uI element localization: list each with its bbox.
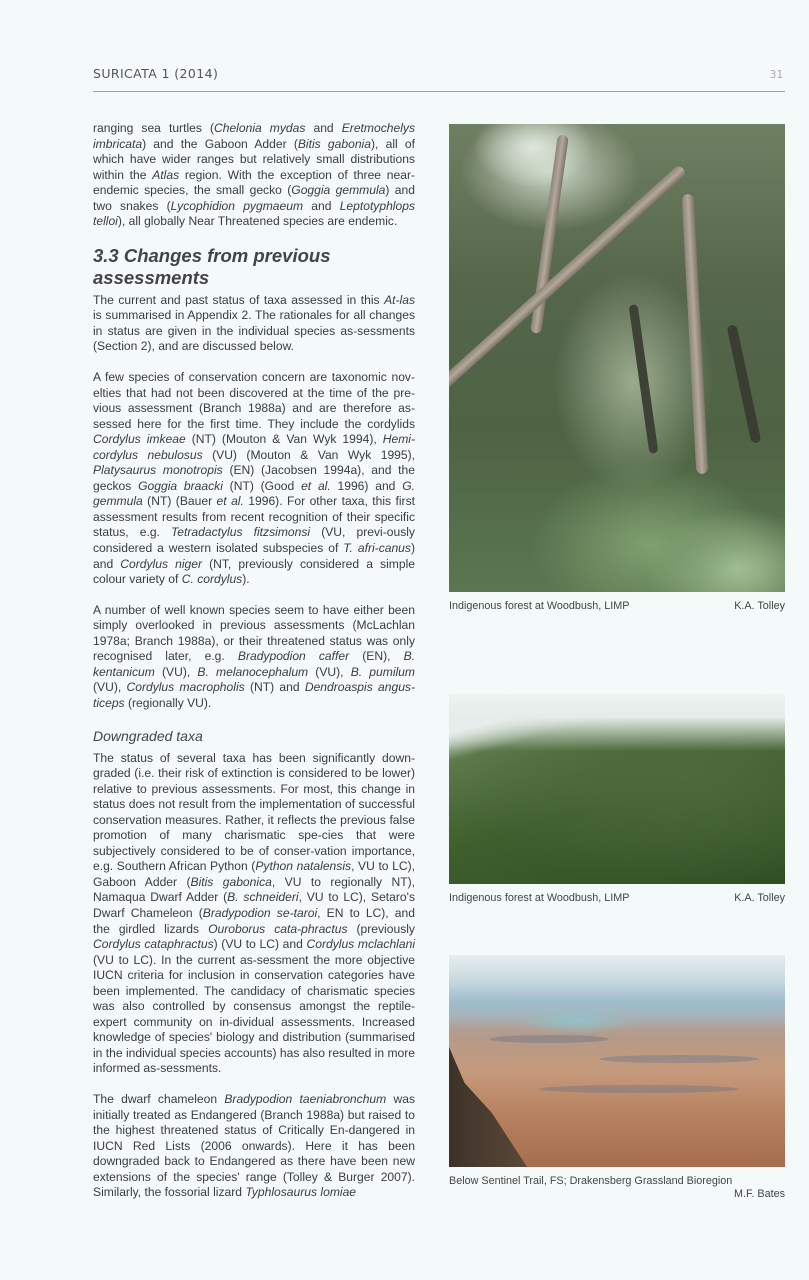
page-number: 31 bbox=[769, 68, 783, 81]
paragraph-intro: ranging sea turtles (Chelonia mydas and Eretmochelys imbricata) and the Gaboon Adder (Bitis gabonia), all of which have wider ranges but relatively small distributions within the Atlas region. With the exception of three near-endemic species, the small gecko (Goggia gemmula) and two snakes (Lycophidion pygmaeum and Leptotyphlops telloi), all globally Near Threatened species are endemic. bbox=[93, 121, 416, 229]
journal-title: SURICATA 1 (2014) bbox=[93, 66, 219, 81]
paragraph-1: The current and past status of taxa assessed in this At-las is summarised in Appendix 2. The rationales for all changes in status are given in the individual species as-sessments (Section 2), and are discussed below. bbox=[93, 292, 415, 354]
caption-text: Below Sentinel Trail, FS; Drakensberg Grassland Bioregion bbox=[449, 1175, 733, 1187]
figure-2 bbox=[449, 694, 785, 906]
paragraph-2: A few species of conservation concern are taxonomic nov-elties that had not been discovered at the time of the pre-vious assessment (Branch 1988a) and are therefore as-sessed here for the first time. They include the cordylids Cordylus imkeae (NT) (Mouton & Van Wyk 1994), Hemi-cordylus nebulosus (VU) (Mouton & Van Wyk 1995), Platysaurus monotropis (EN) (Jacobsen 1994a), and the geckos Goggia braacki (NT) (Good et al. 1996) and G. gemmula (NT) (Bauer et al. 1996). For other taxa, this first assessment results from recent recognition of their specific status, e.g. Tetradactylus fitzsimonsi (VU, previ-ously considered a western isolated subspecies of T. afri-canus) and Cordylus niger (NT, previously considered a simple colour variety of C. cordylus). bbox=[93, 370, 416, 587]
figure-1 bbox=[449, 124, 785, 614]
figure-caption bbox=[449, 1175, 785, 1203]
caption-text: Indigenous forest at Woodbush, LIMP bbox=[449, 600, 630, 612]
caption-text: Indigenous forest at Woodbush, LIMP bbox=[449, 892, 630, 904]
paragraph-4: The status of several taxa has been significantly down-graded (i.e. their risk of extinction is considered to be lower) relative to previous assessments. For most, this change in status does not result from the implementation of successful conservation measures. Rather, it reflects the previous false promotion of many charismatic spe-cies that were subjectively considered to be of conser-vation importance, e.g. Southern African Python (Python natalensis, VU to LC), Gaboon Adder (Bitis gabonica, VU to regionally NT), Namaqua Dwarf Adder (B. schneideri, VU to LC), Setaro's Dwarf Chameleon (Bradypodion se-taroi, EN to LC), and the girdled lizards Ouroborus cata-phractus (previously Cordylus cataphractus) (VU to LC) and Cordylus mclachlani (VU to LC). In the current as-sessment the more objective IUCN criteria for inclusion in conservation categories have been implemented. The candidacy of charismatic species was also controlled by consensus amongst the reptile-expert community on in-dividual assessments. Increased knowledge of species' biology and distribution (summarised in the individual species accounts) has also resulted in more informed as-sessments. bbox=[93, 750, 416, 1076]
figure-3 bbox=[449, 955, 785, 1203]
figure-caption bbox=[449, 892, 785, 906]
header-rule bbox=[93, 91, 785, 92]
drakensberg-photo bbox=[449, 955, 785, 1167]
photo-credit: K.A. Tolley bbox=[734, 600, 785, 612]
running-header bbox=[93, 66, 785, 94]
section-heading: 3.3 Changes from previous assessments bbox=[93, 244, 331, 288]
misty-hills-photo bbox=[449, 694, 785, 884]
paragraph-3: A number of well known species seem to have either been simply overlooked in previous assessments (McLachlan 1978a; Branch 1988a), or their threatened status was only recognised later, e.g. Bradypodion caffer (EN), B. kentanicum (VU), B. melanocephalum (VU), B. pumilum (VU), Cordylus macropholis (NT) and Dendroaspis angus-ticeps (regionally VU). bbox=[93, 602, 416, 710]
figure-caption bbox=[449, 600, 785, 614]
photo-credit: M.F. Bates bbox=[733, 1188, 785, 1200]
photo-credit: K.A. Tolley bbox=[734, 892, 785, 904]
subheading-downgraded: Downgraded taxa bbox=[93, 727, 203, 744]
forest-photo bbox=[449, 124, 785, 592]
text-column bbox=[93, 121, 415, 1201]
paragraph-5: The dwarf chameleon Bradypodion taeniabronchum was initially treated as Endangered (Branch 1988a) but raised to the highest threatened status of Critically En-dangered in IUCN Red Lists (2006 onwards). Here it has been downgraded back to Endangered as there have been new extensions of the species' range (Tolley & Burger 2007). Similarly, the fossorial lizard Typhlosaurus lomiae bbox=[93, 1091, 416, 1200]
